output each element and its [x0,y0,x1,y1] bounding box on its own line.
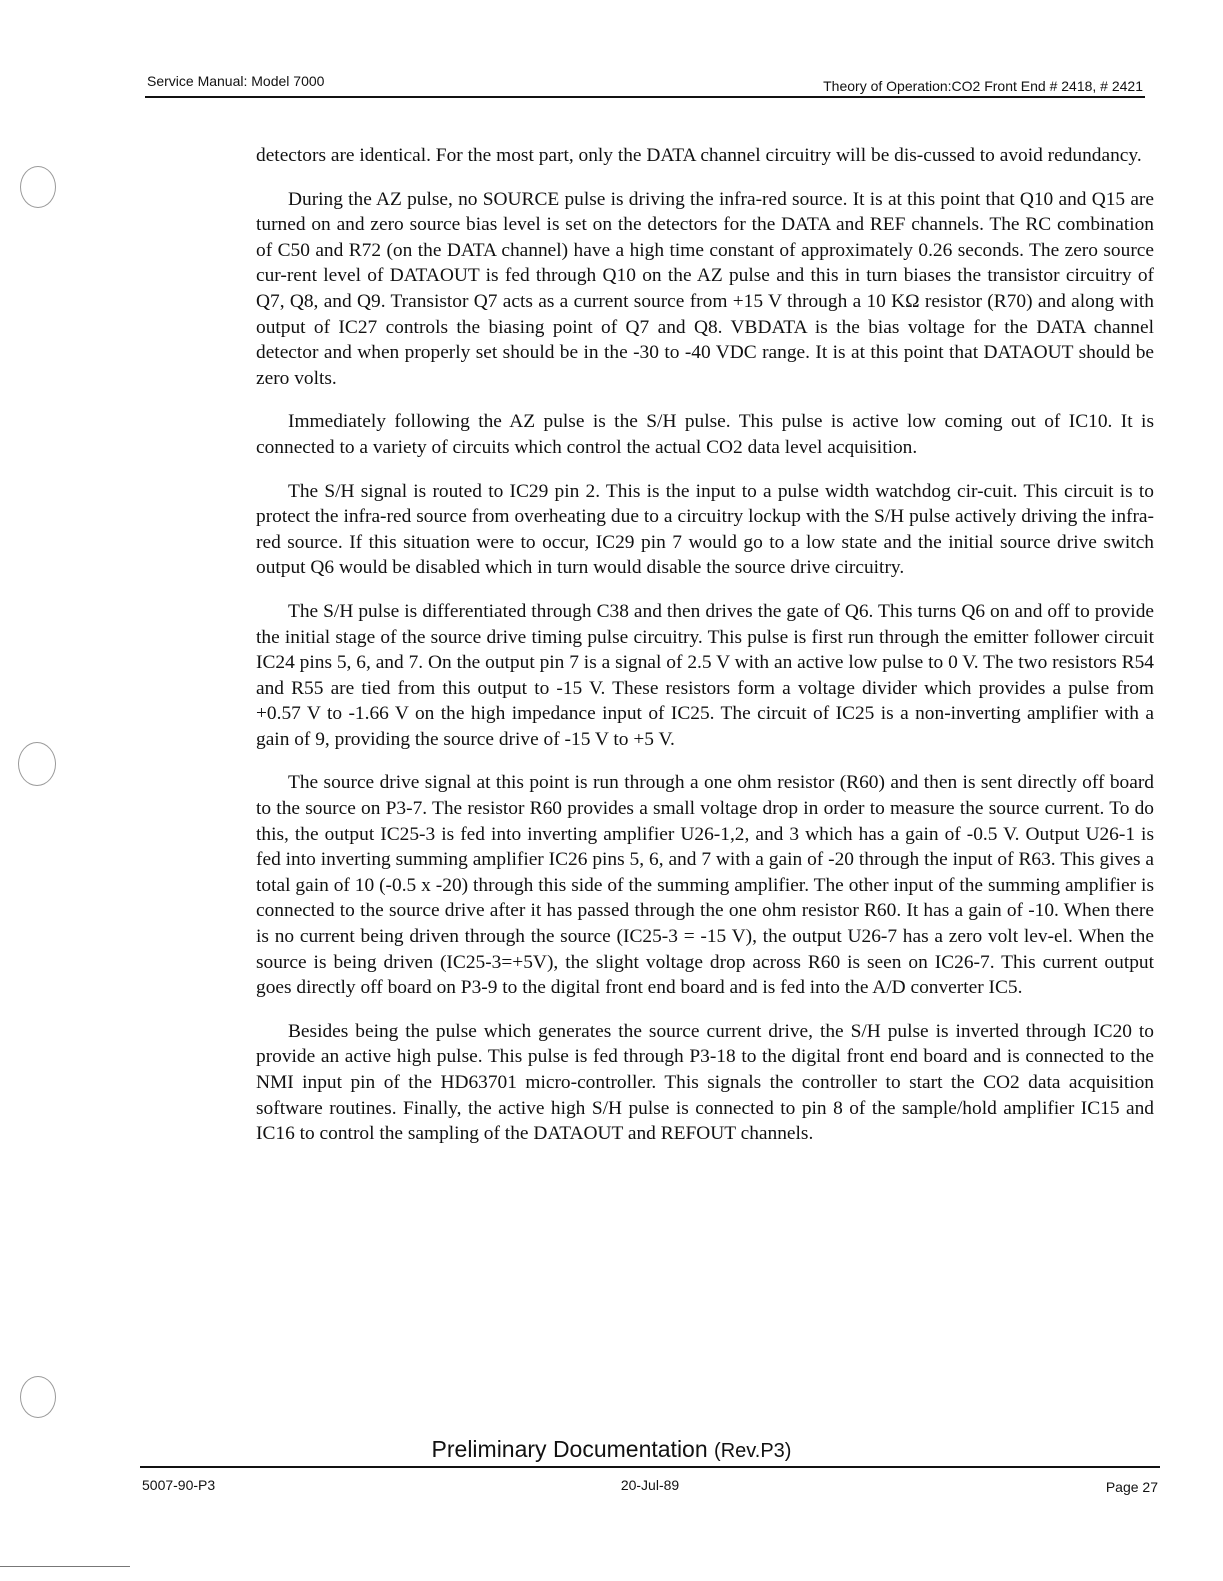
document-number: 5007-90-P3 [142,1477,216,1493]
page-footer [140,1466,1160,1498]
body-text [256,143,1154,1165]
document-date: 20-Jul-89 [620,1477,680,1493]
binder-hole-top [20,166,56,208]
paragraph: The S/H signal is routed to IC29 pin 2. This is the input to a pulse width watchdog cir-cuit. This circuit is to protect the infra-red source from overheating due to a circuitry lockup with the S/H pulse actively driving the infra-red source. If this situation were to occur, IC29 pin 7 would go to a low state and the initial source drive switch output Q6 would be disabled which in turn would disable the source drive circuitry. [256,480,1154,579]
paragraph: Besides being the pulse which generates the source current drive, the S/H pulse is inverted through IC20 to provide an active high pulse. This pulse is fed through P3-18 to the digital front end board and is connected to the NMI input pin of the HD63701 micro-controller. This signals the controller to start the CO2 data acquisition software routines. Finally, the active high S/H pulse is connected to pin 8 of the sample/hold amplifier IC15 and IC16 to control the sampling of the DATAOUT and REFOUT channels. [256,1020,1154,1145]
page-header [145,68,1145,98]
paragraph: detectors are identical. For the most part, only the DATA channel circuitry will be dis-cussed to avoid redundancy. [256,145,1142,166]
paragraph: The S/H pulse is differentiated through C38 and then drives the gate of Q6. This turns Q6 on and off to provide the initial stage of the source drive timing pulse circuitry. This pulse is first run through the emitter follower circuit IC24 pins 5, 6, and 7. On the output pin 7 is a signal of 2.5 V with an active low pulse to 0 V. The two resistors R54 and R55 are tied from this output to -15 V. These resistors form a voltage divider which provides a pulse from +0.57 V to -1.66 V on the high impedance input of IC25. The circuit of IC25 is a non-inverting amplifier with a gain of 9, providing the source drive of -15 V to +5 V. [256,600,1154,750]
binder-hole-middle [18,742,56,786]
paragraph: The source drive signal at this point is run through a one ohm resistor (R60) and then is sent directly off board to the source on P3-7. The resistor R60 provides a small voltage drop in order to measure the source current. To do this, the output IC25-3 is fed into inverting amplifier U26-1,2, and 3 which has a gain of -0.5 V. Output U26-1 is fed into inverting summing amplifier IC26 pins 5, 6, and 7 with a gain of -20 through the input of R63. This gives a total gain of 10 (-0.5 x -20) through this side of the summing amplifier. The other input of the summing amplifier is connected to the source drive after it has passed through the one ohm resistor R60. It has a gain of -10. When there is no current being driven through the source (IC25-3 = -15 V), the output U26-7 has a zero volt lev-el. When the source is being driven (IC25-3=+5V), the slight voltage drop across R60 is seen on IC26-7. This current output goes directly off board on P3-9 to the digital front end board and is fed into the A/D converter IC5. [256,772,1154,999]
banner-title: Preliminary Documentation [431,1436,708,1462]
paragraph: During the AZ pulse, no SOURCE pulse is driving the infra-red source. It is at this point that Q10 and Q15 are turned on and zero source bias level is set on the detectors for the DATA and REF channels. The RC combination of C50 and R72 (on the DATA channel) have a high time constant of approximately 0.26 seconds. The zero source cur-rent level of DATAOUT is fed through Q10 on the AZ pulse and this in turn biases the transistor circuitry of Q7, Q8, and Q9. Transistor Q7 acts as a current source from +15 V through a 10 KΩ resistor (R70) and along with output of IC27 controls the biasing point of Q7 and Q8. VBDATA is the bias voltage for the DATA channel detector and when properly set should be in the -30 to -40 VDC range. It is at this point that DATAOUT should be zero volts. [256,188,1154,389]
banner-revision: (Rev.P3) [714,1440,792,1462]
paragraph: Immediately following the AZ pulse is the S/H pulse. This pulse is active low coming out of IC10. It is connected to a variety of circuits which control the actual CO2 data level acquisition. [256,411,1154,458]
header-manual-title: Service Manual: Model 7000 [147,73,325,89]
header-section-title: Theory of Operation:CO2 Front End # 2418, # 2421 [823,78,1143,94]
preliminary-banner [0,1436,1223,1463]
scan-edge-line [0,1566,130,1567]
page-number: Page 27 [1105,1479,1158,1495]
binder-hole-bottom [20,1376,56,1418]
